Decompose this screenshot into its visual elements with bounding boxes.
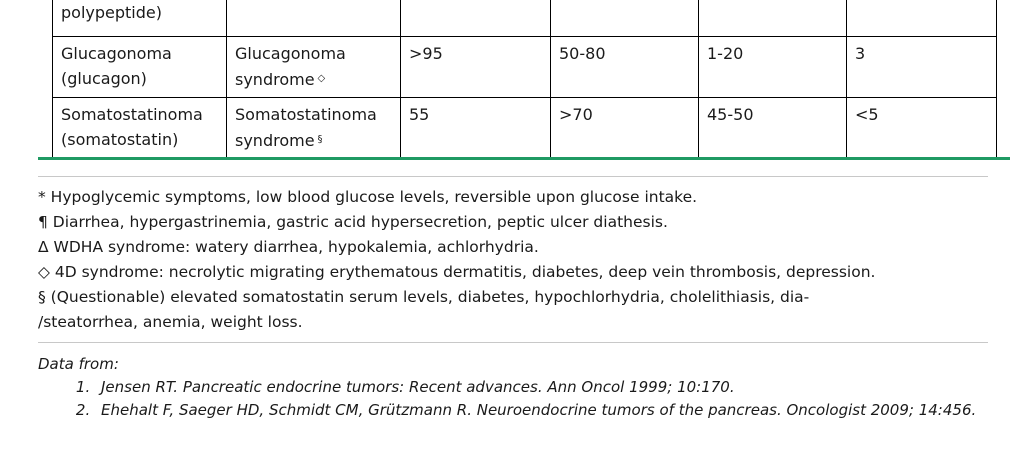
table-cell xyxy=(227,37,401,98)
table-cell xyxy=(699,0,847,37)
table-cell xyxy=(53,37,227,98)
table-bottom-rule xyxy=(38,157,1010,160)
table-cell xyxy=(847,0,997,37)
syndrome-suffix: syndrome xyxy=(235,70,315,89)
table-cell xyxy=(551,98,699,160)
table-row-partial xyxy=(53,0,997,37)
tumor-table-wrapper xyxy=(52,0,996,159)
tumor-name-fragment: polypeptide) xyxy=(61,3,162,22)
footnote-wdha: Δ WDHA syndrome: watery diarrhea, hypokalemia, achlorhydria. xyxy=(38,238,539,256)
cell-value: <5 xyxy=(855,105,879,124)
tumor-name: Glucagonoma xyxy=(61,44,172,63)
table-cell xyxy=(227,0,401,37)
cell-value: 3 xyxy=(855,44,866,63)
syndrome-name: Somatostatinoma xyxy=(235,105,377,124)
table-cell xyxy=(53,0,227,37)
table-cell xyxy=(53,98,227,160)
table-row-somatostatinoma xyxy=(53,98,997,160)
table-cell xyxy=(401,37,551,98)
footnote-hypoglycemia: * Hypoglycemic symptoms, low blood glucose levels, reversible upon glucose intake. xyxy=(38,188,698,206)
cell-value: 1-20 xyxy=(707,44,744,63)
table-cell xyxy=(699,98,847,160)
table-cell xyxy=(847,98,997,160)
footnotes xyxy=(38,185,988,335)
footnote-somatostatin-cont: /steatorrhea, anemia, weight loss. xyxy=(38,313,303,331)
reference-item: 1. Jensen RT. Pancreatic endocrine tumors: Recent advances. Ann Oncol 1999; 10:170. xyxy=(95,376,1024,399)
table-cell xyxy=(401,0,551,37)
reference-list xyxy=(60,376,1024,422)
tumor-name: Somatostatinoma xyxy=(61,105,203,124)
table-cell xyxy=(227,98,401,160)
syndrome-suffix: syndrome xyxy=(235,131,315,150)
table-row-glucagonoma xyxy=(53,37,997,98)
cell-value: 55 xyxy=(409,105,430,124)
source-heading: Data from: xyxy=(38,355,119,373)
cell-value: >70 xyxy=(559,105,593,124)
cell-value: 45-50 xyxy=(707,105,754,124)
footnote-mark: ◇ xyxy=(317,73,326,84)
footnote-4d-syndrome: ◇ 4D syndrome: necrolytic migrating erythematous dermatitis, diabetes, deep vein thrombosis, depression. xyxy=(38,263,876,281)
table-cell xyxy=(699,37,847,98)
footnote-mark: § xyxy=(317,134,323,145)
table-cell xyxy=(551,37,699,98)
hormone-name: (somatostatin) xyxy=(61,130,179,149)
table-cell xyxy=(401,98,551,160)
cell-value: 50-80 xyxy=(559,44,606,63)
footnote-divider xyxy=(38,176,988,177)
syndrome-name: Glucagonoma xyxy=(235,44,346,63)
table-cell xyxy=(847,37,997,98)
footnote-somatostatin: § (Questionable) elevated somatostatin serum levels, diabetes, hypochlorhydria, cholelithiasis, dia- xyxy=(38,288,810,306)
reference-item: 2. Ehehalt F, Saeger HD, Schmidt CM, Grützmann R. Neuroendocrine tumors of the pancreas. Oncologist 2009; 14:456. xyxy=(95,399,1024,422)
hormone-name: (glucagon) xyxy=(61,69,147,88)
source-divider xyxy=(38,342,988,343)
table-cell xyxy=(551,0,699,37)
footnote-diarrhea: ¶ Diarrhea, hypergastrinemia, gastric acid hypersecretion, peptic ulcer diathesis. xyxy=(38,213,668,231)
tumor-table xyxy=(52,0,997,159)
cell-value: >95 xyxy=(409,44,443,63)
